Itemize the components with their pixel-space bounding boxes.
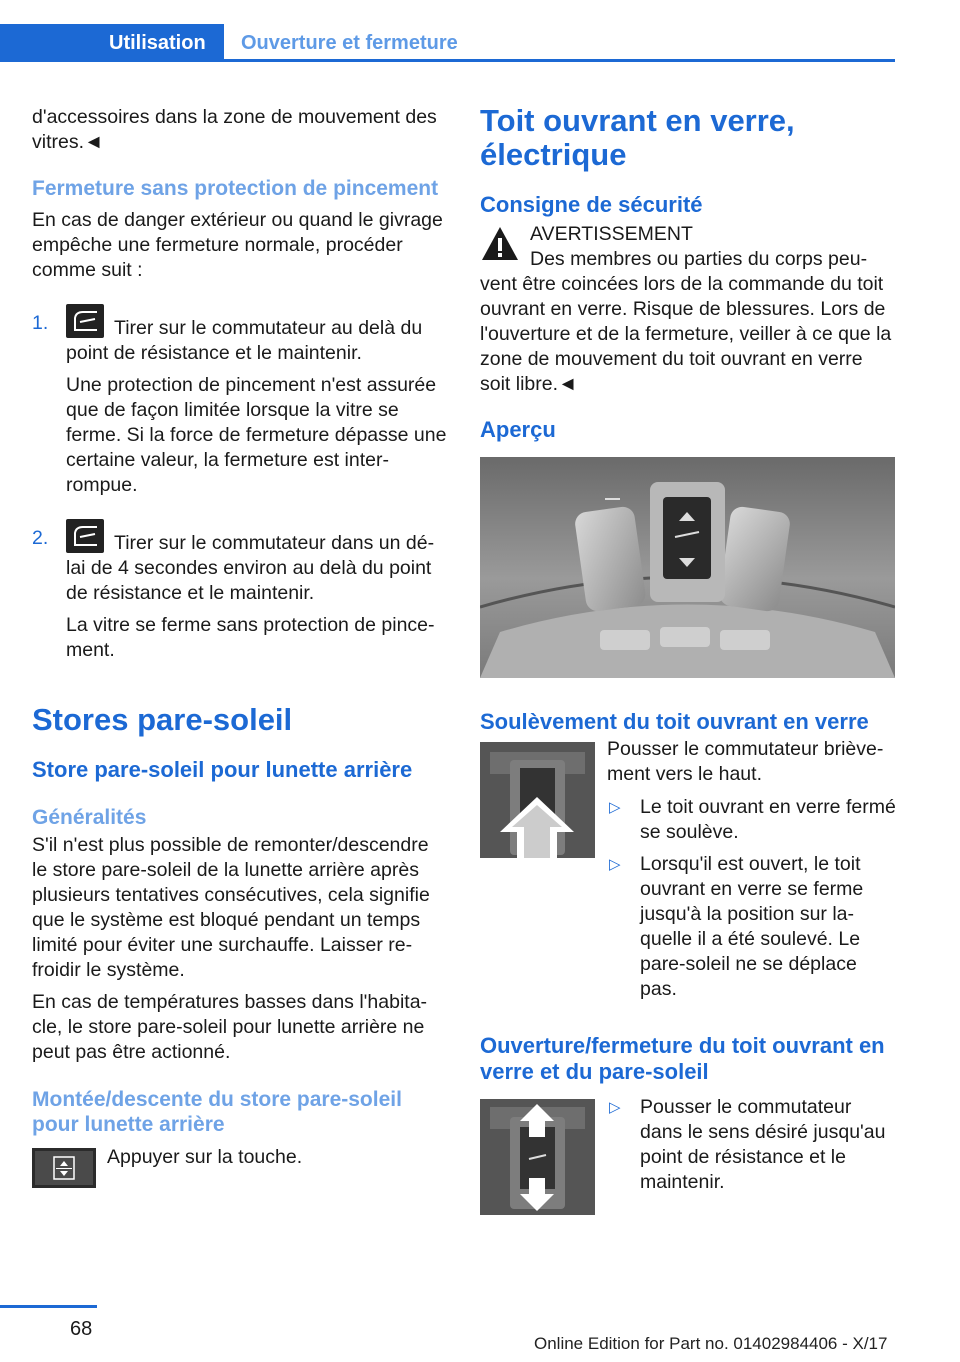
intro-text: d'accessoires dans la zone de mouvement des vitres.◄ bbox=[32, 106, 437, 153]
step-item-1 bbox=[32, 304, 448, 498]
tab-ouverture-fermeture[interactable]: Ouverture et fermeture bbox=[241, 32, 458, 54]
generalites-text-1: S'il n'est plus possible de remonter/descendre le store pare-soleil de la lunette arrière après plusieurs tentatives consécutives, cela signifie que le système est bloqué pendant un temps limité pour éviter une surchauffe. Laisser re‐froidir le système. bbox=[32, 834, 430, 981]
step-number: 1. bbox=[32, 312, 49, 334]
soulevement-block bbox=[480, 737, 896, 1033]
step-subtext: Une protection de pincement n'est assurée que de façon limitée lorsque la vitre se ferme. Si la force de fermeture dépasse une certaine valeur, la fermeture est inter‐rompue. bbox=[66, 374, 447, 496]
edition-text: Online Edition for Part no. 01402984406 - X/17 bbox=[534, 1334, 888, 1353]
heading-fermeture-sans-protection: Fermeture sans protection de pincement bbox=[32, 177, 439, 200]
warning-triangle-icon bbox=[480, 225, 520, 263]
heading-consigne-securite: Consigne de sécurité bbox=[480, 192, 703, 217]
warning-title: AVERTISSEMENT bbox=[530, 223, 693, 245]
bullet-item bbox=[607, 852, 897, 1002]
step-item-2 bbox=[32, 519, 448, 663]
left-column bbox=[32, 102, 448, 1189]
step-text: Tirer sur le commutateur au delà du point de résistance et le maintenir. bbox=[66, 317, 423, 364]
sunblind-button-icon bbox=[32, 1148, 96, 1188]
warning-text: Des membres ou parties du corps peu‐vent être coincées lors de la commande du toit ouvrant en verre. Risque de blessures. Lors de l'ouverture et de la fermeture, veiller à ce que la zone de mouvement du toit ouvrant en verre soit libre.◄ bbox=[480, 248, 892, 395]
montee-row bbox=[32, 1145, 448, 1189]
bullet-arrow-icon: ▷ bbox=[609, 1099, 621, 1116]
footer-rule bbox=[0, 1305, 97, 1308]
step-number: 2. bbox=[32, 527, 49, 549]
heading-stores-pare-soleil: Stores pare-soleil bbox=[32, 702, 293, 737]
page-header bbox=[0, 24, 895, 62]
heading-apercu: Aperçu bbox=[480, 417, 556, 442]
soulevement-text: Pousser le commutateur briève‐ment vers le haut. bbox=[607, 738, 884, 785]
warning-block bbox=[480, 222, 896, 397]
step-subtext: La vitre se ferme sans protection de pince‐ment. bbox=[66, 614, 435, 661]
soulevement-bullets bbox=[607, 795, 897, 1002]
switch-push-up-icon bbox=[480, 742, 595, 858]
right-column bbox=[480, 102, 896, 1193]
ouverture-bullets bbox=[607, 1095, 897, 1195]
fermeture-text: En cas de danger extérieur ou quand le givrage empêche une fermeture normale, procéder comme suit : bbox=[32, 209, 443, 281]
bullet-arrow-icon: ▷ bbox=[609, 856, 621, 873]
switch-open-close-icon bbox=[480, 1099, 595, 1215]
steps-list bbox=[32, 304, 448, 663]
bullet-arrow-icon: ▷ bbox=[609, 799, 621, 816]
page-number: 68 bbox=[70, 1318, 93, 1340]
montee-text: Appuyer sur la touche. bbox=[107, 1146, 303, 1168]
bullet-item bbox=[607, 795, 897, 845]
heading-toit-ouvrant: Toit ouvrant en verre, électrique bbox=[480, 103, 795, 172]
bullet-text: Le toit ouvrant en verre fermé se soulève. bbox=[640, 796, 896, 843]
heading-generalites: Généralités bbox=[32, 806, 147, 829]
window-switch-icon bbox=[66, 519, 104, 553]
heading-ouverture-fermeture-toit: Ouverture/fermeture du toit ouvrant en verre et du pare-soleil bbox=[480, 1033, 885, 1084]
roof-console-photo bbox=[480, 457, 895, 678]
bullet-text: Lorsqu'il est ouvert, le toit ouvrant en verre se ferme jusqu'à la position sur la‐quelle il a été soulevé. Le pare-soleil ne se déplace pas. bbox=[640, 853, 864, 1000]
tab-utilisation[interactable]: Utilisation bbox=[0, 24, 224, 62]
heading-store-lunette-arriere: Store pare-soleil pour lunette arrière bbox=[32, 757, 413, 782]
window-switch-icon bbox=[66, 304, 104, 338]
generalites-text-2: En cas de températures basses dans l'habita‐cle, le store pare-soleil pour lunette arrière ne peut pas être actionné. bbox=[32, 991, 428, 1063]
heading-montee-descente: Montée/descente du store pare-soleil pour lunette arrière bbox=[32, 1088, 402, 1136]
bullet-item bbox=[607, 1095, 897, 1195]
heading-soulevement: Soulèvement du toit ouvrant en verre bbox=[480, 709, 869, 734]
bullet-text: Pousser le commutateur dans le sens désiré jusqu'au point de résistance et le maintenir. bbox=[640, 1096, 886, 1193]
header-rule bbox=[0, 59, 895, 62]
step-text: Tirer sur le commutateur dans un dé‐lai de 4 secondes environ au delà du point de résistance et le maintenir. bbox=[66, 532, 435, 604]
